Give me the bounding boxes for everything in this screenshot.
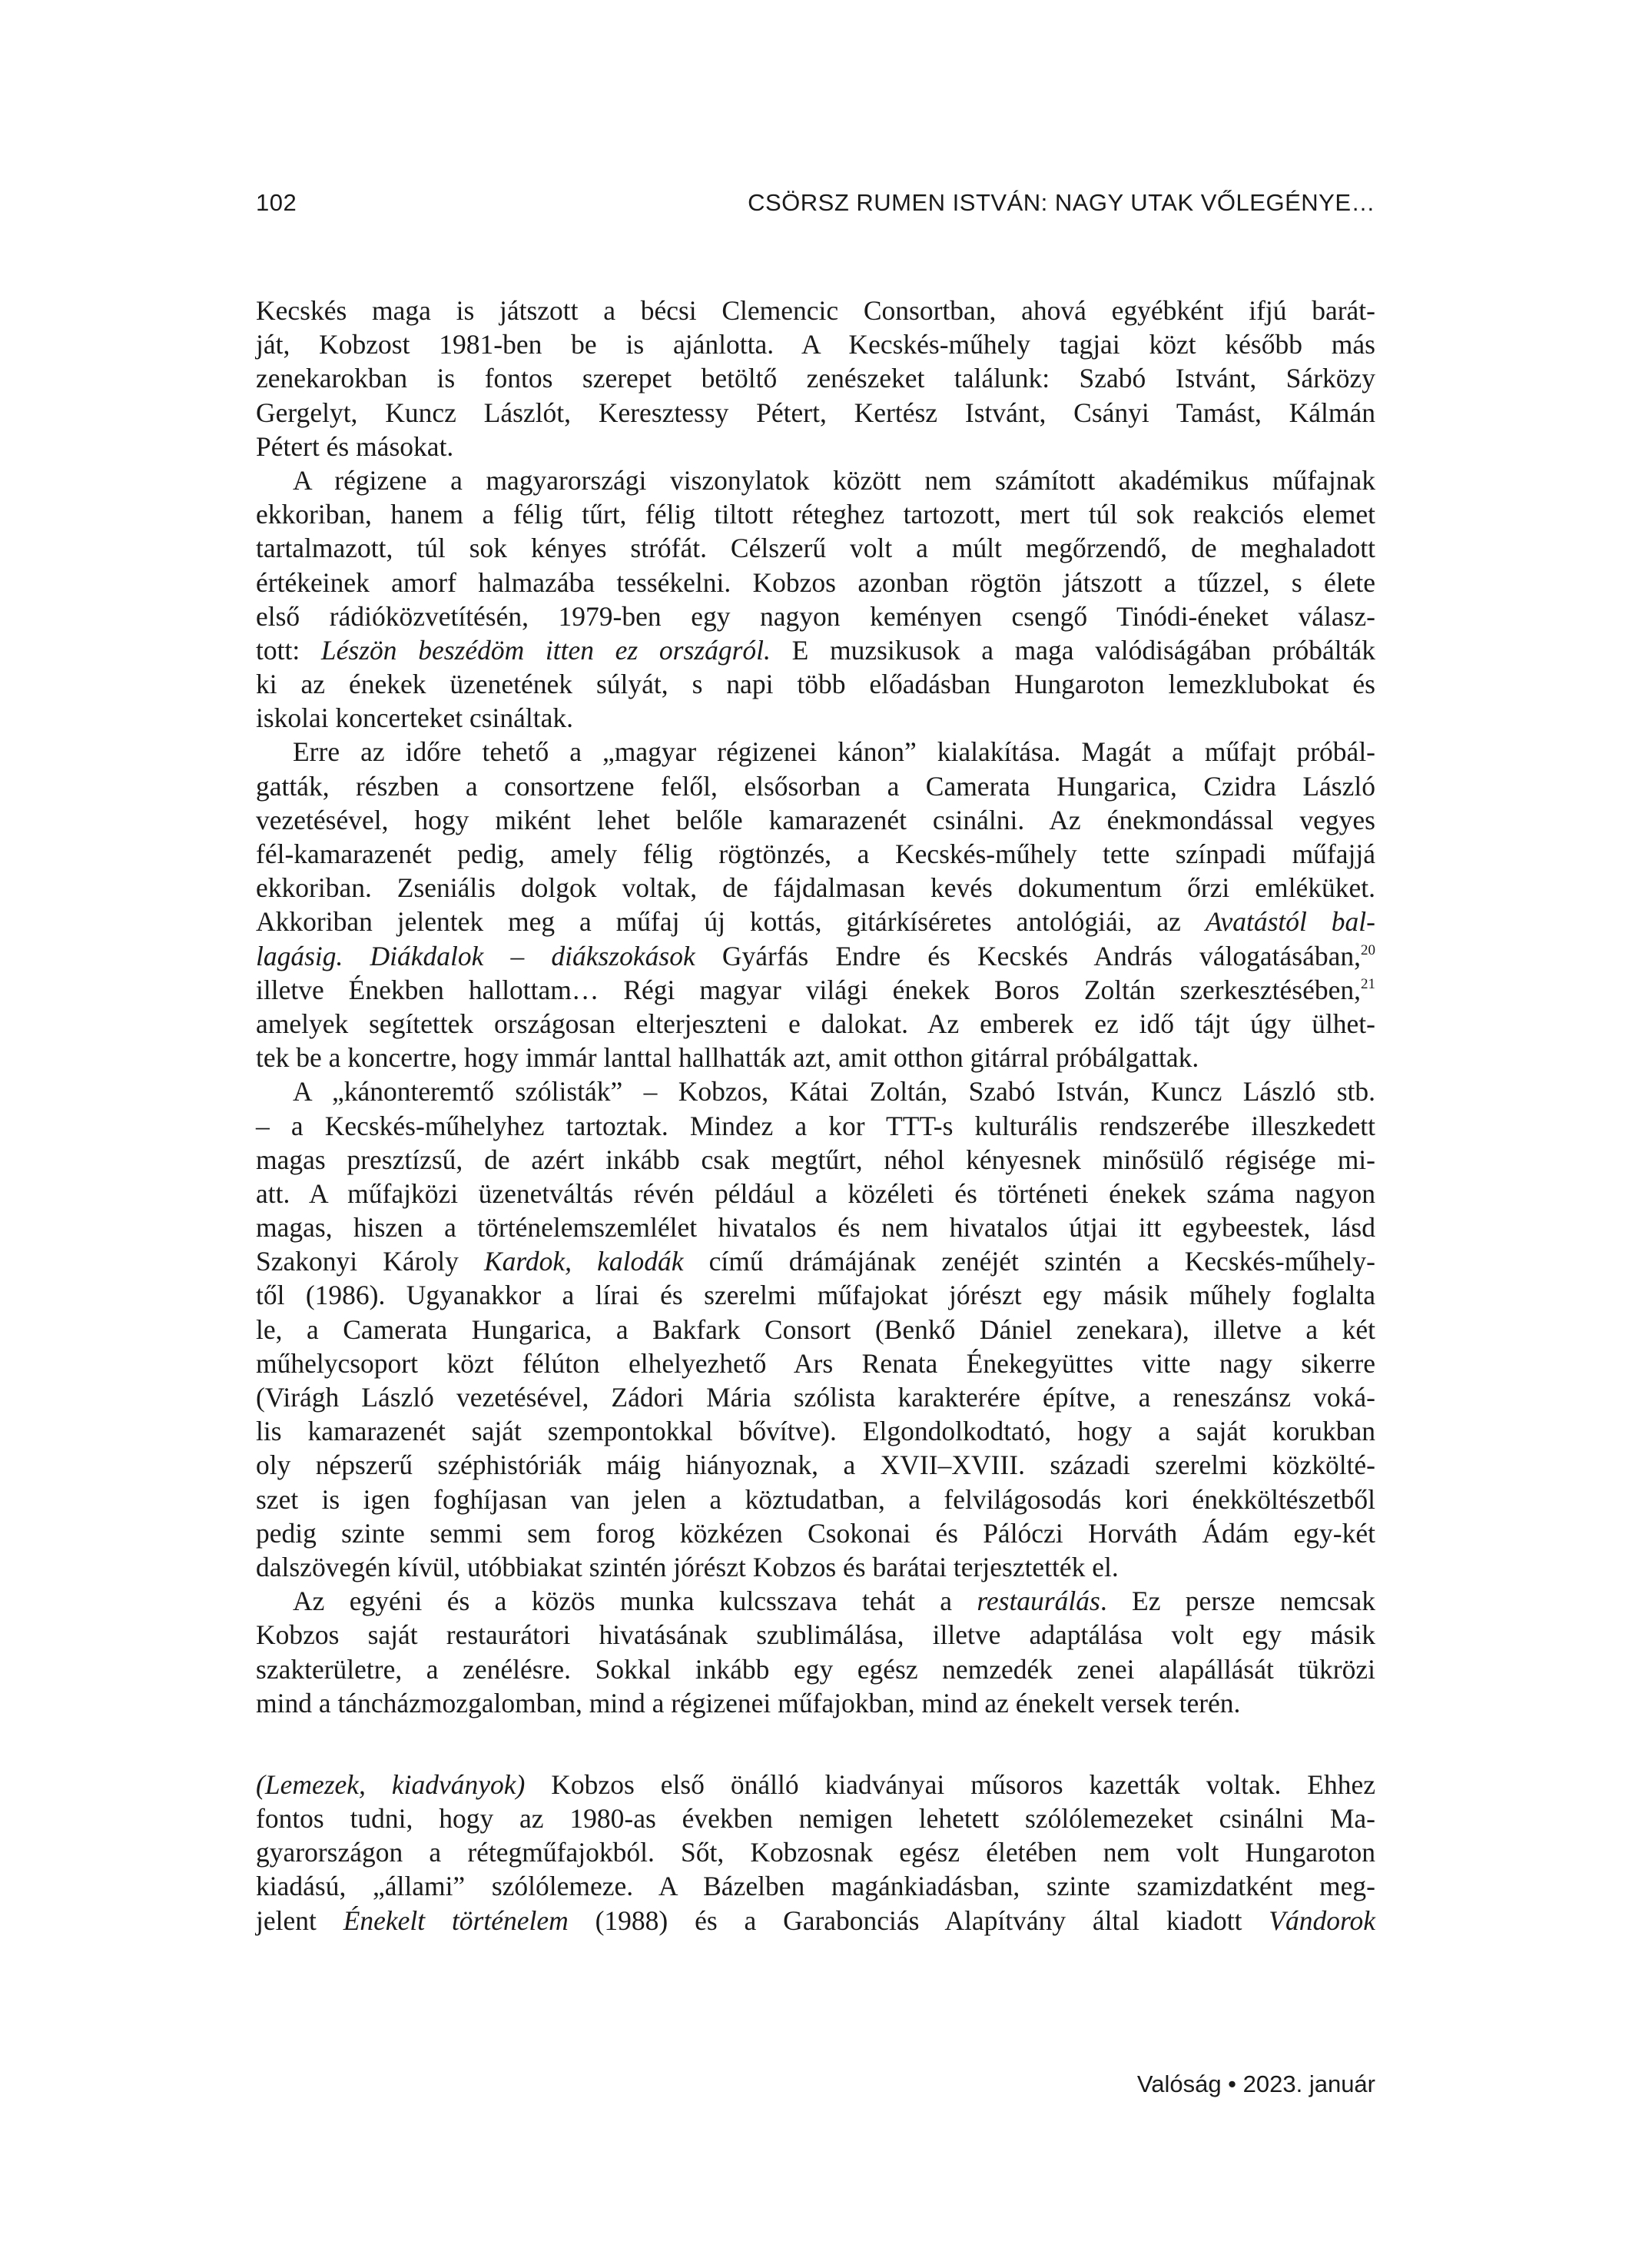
footnote-ref[interactable]: 21 <box>1361 975 1375 992</box>
text-line: le, a Camerata Hungarica, a Bakfark Consort (Benkő Dániel zenekara), illetve a két <box>256 1313 1375 1345</box>
text-line: ekkoriban, hanem a félig tűrt, félig tiltott réteghez tartozott, mert túl sok reakciós elemet <box>256 499 1375 530</box>
footnote-ref[interactable]: 20 <box>1361 941 1375 958</box>
text-line: iskolai koncerteket csináltak. <box>256 702 574 734</box>
text-run: Szakonyi Károly <box>256 1246 484 1277</box>
text-line: szet is igen foghíjasan van jelen a köztudatban, a felvilágosodás kori énekköltészetből <box>256 1483 1375 1515</box>
text-line <box>256 1584 1375 1618</box>
page-number: 102 <box>256 189 297 216</box>
text-line: oly népszerű széphistóriák máig hiányoznak, a XVII–XVIII. századi szerelmi közkölté- <box>256 1449 1375 1481</box>
text-line: gatták, részben a consortzene felől, elsősorban a Camerata Hungarica, Czidra László <box>256 770 1375 802</box>
paragraph <box>256 1768 1375 1938</box>
text-line: Pétert és másokat. <box>256 430 454 462</box>
album-title: Vándorok <box>1269 1904 1375 1936</box>
text-line: kiadású, „állami” szólólemeze. A Bázelben magánkiadásban, szinte szamizdatként meg- <box>256 1871 1375 1902</box>
text-line: első rádióközvetítésén, 1979-ben egy nagyon keményen csengő Tinódi-éneket válasz- <box>256 600 1375 632</box>
paragraph <box>256 463 1375 736</box>
drama-title: Kardok, kalodák <box>483 1246 684 1277</box>
running-header <box>256 189 1375 220</box>
text-line <box>256 939 1375 973</box>
text-line: Kecskés maga is játszott a bécsi Clemencic Consortban, ahová egyébként ifjú barát- <box>256 295 1375 326</box>
text-line: magas presztízsű, de azért inkább csak megtűrt, néhol kényesnek minősülő régisége mi- <box>256 1144 1375 1175</box>
text-run: című drámájának zenéjét szintén a Kecskés-műhely- <box>683 1246 1375 1277</box>
text-line: vezetésével, hogy miként lehet belőle kamarazenét csinálni. Az énekmondással vegyes <box>256 804 1375 835</box>
text-run: E muzsikusok a maga valódiságában próbálták <box>770 634 1376 666</box>
book-title: lagásig. Diákdalok – diákszokások <box>256 940 695 971</box>
text-run: tott: <box>256 634 321 666</box>
text-line: lis kamarazenét saját szempontokkal bővítve). Elgondolkodtató, hogy a saját korukban <box>256 1416 1375 1447</box>
text-line: ki az énekek üzenetének súlyát, s napi több előadásban Hungaroton lemezklubokat és <box>256 669 1375 700</box>
text-line: zenekarokban is fontos szerepet betöltő zenészeket találunk: Szabó Istvánt, Sárközy <box>256 363 1375 394</box>
text-line: att. A műfajközi üzenetváltás révén például a közéleti és történeti énekek száma nagyon <box>256 1177 1375 1209</box>
text-run: jelent <box>256 1904 343 1936</box>
text-line: ekkoriban. Zseniális dolgok voltak, de fájdalmasan kevés dokumentum őrzi emléküket. <box>256 872 1375 904</box>
keyword-emphasis: restaurálás <box>977 1586 1100 1617</box>
text-line <box>256 973 1375 1007</box>
text-run: Kobzos első önálló kiadványai műsoros kazetták voltak. Ehhez <box>525 1768 1375 1800</box>
text-line: dalszövegén kívül, utóbbiakat szintén jórészt Kobzos és barátai terjesztették el. <box>256 1551 1119 1582</box>
text-line: Erre az időre tehető a „magyar régizenei kánon” kialakítása. Magát a műfajt próbál- <box>293 736 1375 768</box>
section-label: (Lemezek, kiadványok) <box>256 1768 526 1800</box>
text-line: Kobzos saját restaurátori hivatásának szublimálása, illetve adaptálása volt egy másik <box>256 1619 1375 1651</box>
text-run: Az egyéni és a közös munka kulcsszava tehát a <box>293 1586 977 1617</box>
paragraph <box>256 1074 1375 1584</box>
text-line: Gergelyt, Kuncz Lászlót, Keresztessy Pétert, Kertész Istvánt, Csányi Tamást, Kálmán <box>256 397 1375 428</box>
text-line: gyarországon a rétegműfajokból. Sőt, Kobzosnak egész életében nem volt Hungaroton <box>256 1837 1375 1868</box>
text-line: től (1986). Ugyanakkor a lírai és szerelmi műfajokat jórészt egy másik műhely foglalta <box>256 1280 1375 1311</box>
text-line: tek be a koncertre, hogy immár lanttal hallhatták azt, amit otthon gitárral próbálgattak. <box>256 1042 1199 1074</box>
text-line: fél-kamarazenét pedig, amely félig rögtönzés, a Kecskés-műhely tette színpadi műfajjá <box>256 838 1375 869</box>
article-body <box>256 294 1375 1938</box>
text-line: – a Kecskés-műhelyhez tartoztak. Mindez a kor TTT-s kulturális rendszerébe illeszkedett <box>256 1110 1375 1141</box>
text-line: A régizene a magyarországi viszonylatok között nem számított akadémikus műfajnak <box>293 464 1375 496</box>
album-title: Énekelt történelem <box>343 1904 569 1936</box>
text-line <box>256 633 1375 667</box>
text-run: Gyárfás Endre és Kecskés András válogatásában, <box>695 940 1361 971</box>
text-line: (Virágh László vezetésével, Zádori Mária szólista karakterére építve, a reneszánsz voká- <box>256 1382 1375 1413</box>
text-line <box>256 1904 1375 1938</box>
text-run: Akkoriban jelentek meg a műfaj új kottás, gitárkíséretes antológiái, az <box>256 906 1206 938</box>
text-line <box>256 905 1375 938</box>
text-line: magas, hiszen a történelemszemlélet hivatalos és nem hivatalos útjai itt egybeestek, lásd <box>256 1212 1375 1244</box>
journal-footer: Valóság • 2023. január <box>1136 2070 1375 2097</box>
text-line <box>256 1244 1375 1278</box>
section-gap <box>256 1720 1375 1768</box>
paragraph <box>256 294 1375 463</box>
text-line: amelyek segítettek országosan elterjeszteni e dalokat. Az emberek ez idő tájt úgy ülhet- <box>256 1008 1375 1039</box>
text-run: illetve Énekben hallottam… Régi magyar világi énekek Boros Zoltán szerkesztésében, <box>256 974 1361 1005</box>
text-line: pedig szinte semmi sem forog közkézen Csokonai és Pálóczi Horváth Ádám egy-két <box>256 1517 1375 1549</box>
song-title: Lészön beszédöm itten ez országról. <box>320 634 771 666</box>
text-line: tartalmazott, túl sok kényes strófát. Célszerű volt a múlt megőrzendő, de meghaladott <box>256 533 1375 564</box>
text-line: értékeinek amorf halmazába tessékelni. Kobzos azonban rögtön játszott a tűzzel, s élete <box>256 566 1375 598</box>
text-line: fontos tudni, hogy az 1980-as években nemigen lehetett szólólemezeket csinálni Ma- <box>256 1803 1375 1835</box>
paragraph <box>256 1584 1375 1720</box>
book-title: Avatástól bal- <box>1205 906 1375 938</box>
text-line <box>256 1768 1375 1801</box>
text-run: (1988) és a Garabonciás Alapítvány által kiadott <box>568 1904 1269 1936</box>
paragraph <box>256 735 1375 1074</box>
text-line: műhelycsoport közt félúton elhelyezhető Ars Renata Énekegyüttes vitte nagy sikerre <box>256 1347 1375 1379</box>
text-run: . Ez persze nemcsak <box>1100 1586 1376 1617</box>
running-title: CSÖRSZ RUMEN ISTVÁN: NAGY UTAK VŐLEGÉNYE… <box>748 189 1375 216</box>
text-line: mind a táncházmozgalomban, mind a régizenei műfajokban, mind az énekelt versek terén. <box>256 1687 1241 1718</box>
text-line: A „kánonteremtő szólisták” – Kobzos, Kátai Zoltán, Szabó István, Kuncz László stb. <box>293 1076 1375 1107</box>
text-line: szakterületre, a zenélésre. Sokkal inkább egy egész nemzedék zenei alapállását tükrözi <box>256 1653 1375 1685</box>
text-line: ját, Kobzost 1981-ben be is ajánlotta. A Kecskés-műhely tagjai közt később más <box>256 329 1375 360</box>
